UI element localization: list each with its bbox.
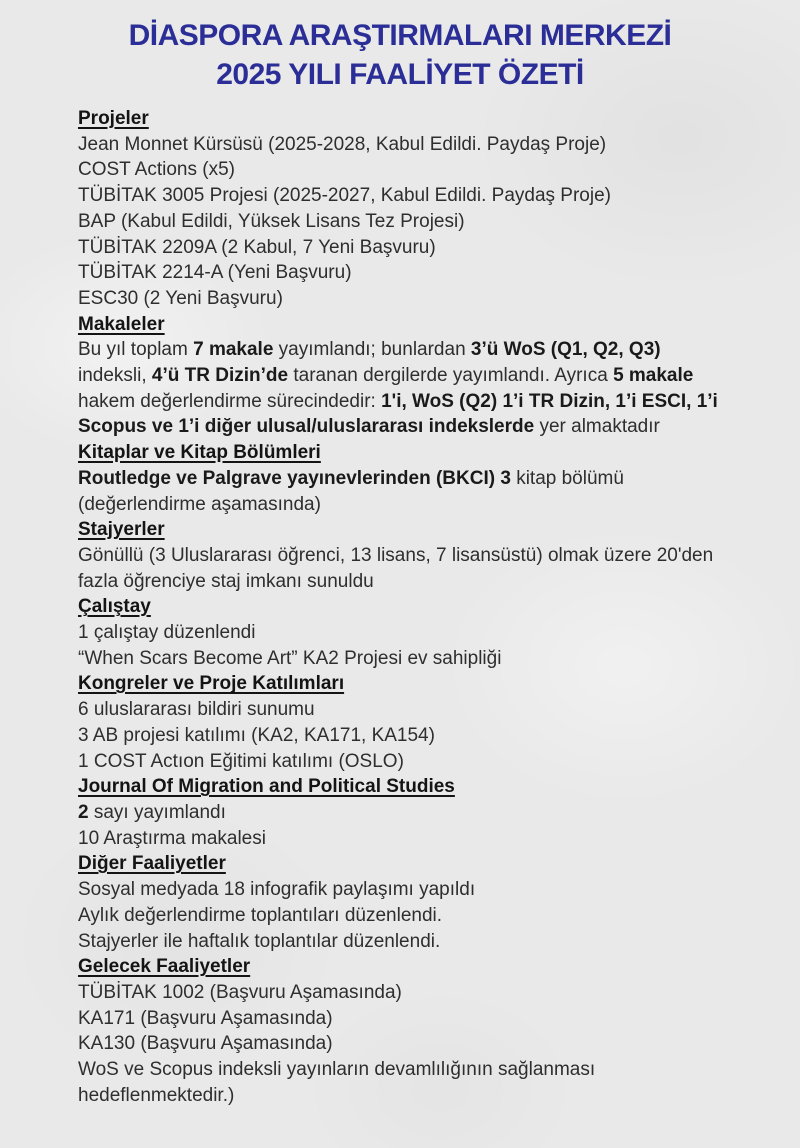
content-line bbox=[78, 1006, 768, 1032]
content-line bbox=[78, 749, 768, 775]
content-line bbox=[78, 929, 768, 955]
text-segment: KA171 (Başvuru Aşamasında) bbox=[78, 1007, 333, 1029]
text-segment: hedeflenmektedir.) bbox=[78, 1084, 235, 1106]
content-line bbox=[78, 492, 768, 518]
text-segment: taranan dergilerde yayımlandı. Ayrıca bbox=[288, 365, 614, 387]
text-segment: TÜBİTAK 1002 (Başvuru Aşamasında) bbox=[78, 981, 402, 1003]
content-line bbox=[78, 980, 768, 1006]
text-segment: 1'i, WoS (Q2) 1’i TR Dizin, 1’i ESCI, 1’i bbox=[381, 390, 718, 412]
section-heading: Çalıştay bbox=[78, 596, 151, 618]
text-segment: indeksli, bbox=[78, 365, 152, 387]
text-segment: TÜBİTAK 2209A (2 Kabul, 7 Yeni Başvuru) bbox=[78, 236, 436, 258]
text-segment: Sosyal medyada 18 infografik paylaşımı yapıldı bbox=[78, 879, 476, 901]
text-segment: 6 uluslararası bildiri sunumu bbox=[78, 699, 315, 721]
text-segment: BAP (Kabul Edildi, Yüksek Lisans Tez Projesi) bbox=[78, 210, 465, 232]
section-heading: Diğer Faaliyetler bbox=[78, 853, 226, 875]
text-segment: ESC30 (2 Yeni Başvuru) bbox=[78, 287, 283, 309]
text-segment: Routledge ve Palgrave yayınevlerinden (BKCI) 3 bbox=[78, 467, 511, 489]
section-heading: Kongreler ve Proje Katılımları bbox=[78, 673, 345, 695]
content-line bbox=[78, 543, 768, 569]
text-segment: sayı yayımlandı bbox=[88, 801, 226, 823]
text-segment: yer almaktadır bbox=[534, 416, 660, 438]
text-segment: hakem değerlendirme sürecindedir: bbox=[78, 390, 382, 412]
content-line bbox=[78, 389, 768, 415]
text-segment: (değerlendirme aşamasında) bbox=[78, 493, 321, 515]
text-segment: TÜBİTAK 2214-A (Yeni Başvuru) bbox=[78, 262, 352, 284]
section-heading: Gelecek Faaliyetler bbox=[78, 956, 251, 978]
content-line bbox=[78, 157, 768, 183]
text-segment: 1 çalıştay düzenlendi bbox=[78, 622, 256, 644]
content-line bbox=[78, 414, 768, 440]
content-line bbox=[78, 826, 768, 852]
content-line bbox=[78, 209, 768, 235]
content-line bbox=[78, 286, 768, 312]
content bbox=[78, 106, 768, 1108]
content-line bbox=[78, 800, 768, 826]
content-line bbox=[78, 697, 768, 723]
content-line bbox=[78, 646, 768, 672]
content-line bbox=[78, 620, 768, 646]
content-line bbox=[78, 260, 768, 286]
content-line bbox=[78, 235, 768, 261]
content-line bbox=[78, 569, 768, 595]
text-segment: 3 AB projesi katılımı (KA2, KA171, KA154) bbox=[78, 724, 435, 746]
content-line bbox=[78, 723, 768, 749]
content-line bbox=[78, 183, 768, 209]
text-segment: fazla öğrenciye staj imkanı sunuldu bbox=[78, 570, 374, 592]
content-line bbox=[78, 363, 768, 389]
text-segment: 3’ü WoS (Q1, Q2, Q3) bbox=[470, 339, 661, 361]
text-segment: Bu yıl toplam bbox=[78, 339, 194, 361]
content-line bbox=[78, 877, 768, 903]
content-line bbox=[78, 132, 768, 158]
text-segment: 5 makale bbox=[613, 365, 694, 387]
text-segment: Aylık değerlendirme toplantıları düzenlendi. bbox=[78, 904, 443, 926]
content-line bbox=[78, 1083, 768, 1109]
text-segment: “When Scars Become Art” KA2 Projesi ev sahipliği bbox=[78, 647, 502, 669]
section-heading: Stajyerler bbox=[78, 519, 165, 541]
page-title bbox=[0, 16, 800, 94]
content-line bbox=[78, 337, 768, 363]
text-segment: WoS ve Scopus indeksli yayınların devamlılığının sağlanması bbox=[78, 1059, 596, 1081]
section-heading: Journal Of Migration and Political Studies bbox=[78, 776, 455, 798]
text-segment: yayımlandı; bunlardan bbox=[273, 339, 471, 361]
section-heading: Makaleler bbox=[78, 313, 165, 335]
page-title-line2: 2025 YILI FAALİYET ÖZETİ bbox=[216, 58, 584, 91]
content-line bbox=[78, 1057, 768, 1083]
text-segment: KA130 (Başvuru Aşamasında) bbox=[78, 1033, 333, 1055]
text-segment: Scopus ve 1’i diğer ulusal/uluslararası indekslerde bbox=[78, 416, 535, 438]
page-title-line1: DİASPORA ARAŞTIRMALARI MERKEZİ bbox=[128, 19, 672, 52]
section-heading: Kitaplar ve Kitap Bölümleri bbox=[78, 442, 321, 464]
text-segment: kitap bölümü bbox=[510, 467, 624, 489]
content-line bbox=[78, 903, 768, 929]
text-segment: Gönüllü (3 Uluslararası öğrenci, 13 lisans, 7 lisansüstü) olmak üzere 20'den bbox=[78, 544, 714, 566]
text-segment: 7 makale bbox=[193, 339, 274, 361]
text-segment: 1 COST Actıon Eğitimi katılımı (OSLO) bbox=[78, 750, 404, 772]
text-segment: 4’ü TR Dizin’de bbox=[151, 365, 289, 387]
text-segment: TÜBİTAK 3005 Projesi (2025-2027, Kabul Edildi. Paydaş Proje) bbox=[78, 185, 611, 207]
text-segment: 10 Araştırma makalesi bbox=[78, 827, 266, 849]
text-segment: Jean Monnet Kürsüsü (2025-2028, Kabul Edildi. Paydaş Proje) bbox=[78, 133, 607, 155]
text-segment: 2 bbox=[78, 801, 89, 823]
document-page bbox=[0, 16, 800, 1148]
content-line bbox=[78, 466, 768, 492]
text-segment: Stajyerler ile haftalık toplantılar düzenlendi. bbox=[78, 930, 441, 952]
content-line bbox=[78, 1031, 768, 1057]
text-segment: COST Actions (x5) bbox=[78, 159, 235, 181]
section-heading: Projeler bbox=[78, 108, 149, 129]
